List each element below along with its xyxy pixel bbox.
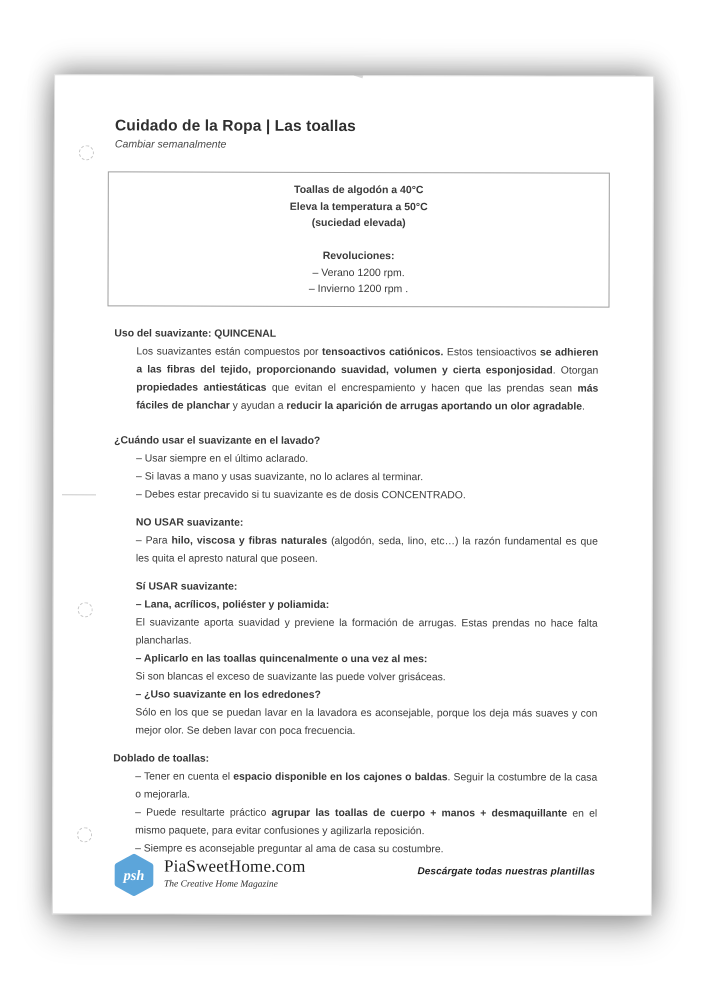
brand-logo-icon [113, 853, 155, 896]
page-footer [113, 853, 595, 897]
section-heading: ¿Cuándo usar el suavizante en el lavado? [114, 434, 321, 447]
info-box-line [119, 231, 599, 249]
body-paragraph: El suavizante aporta suavidad y previene la formación de arrugas. Estas prendas no hace falta plancharlas. [135, 616, 598, 647]
body-paragraph: Si son blancas el exceso de suavizante las puede volver grisáceas. [135, 670, 446, 683]
list-item: – Siempre es aconsejable preguntar al ama de casa su costumbre. [135, 842, 444, 855]
page-subtitle: Cambiar semanalmente [114, 138, 227, 151]
body-paragraph: Los suavizantes están compuestos por tensoactivos catiónicos. Estos tensioactivos se adhieren a las fibras del tejido, proporcionando suavidad, volumen y cierta esponjosidad. Otorgan propiedades antiestáticas que evitan el encrespamiento y hacen que las prendas sean más fáciles de planchar y ayudan a reducir la aparición de arrugas aportando un olor agradable. [136, 345, 599, 413]
brand-tagline: The Creative Home Magazine [163, 879, 278, 890]
body-paragraph: Sólo en los que se puedan lavar en la lavadora es aconsejable, porque los deja más suaves y con mejor olor. Se deben lavar con poca frecuencia. [135, 706, 598, 737]
section-heading: Doblado de toallas: [113, 752, 210, 765]
brand [113, 853, 306, 897]
body-paragraph: – Puede resultarte práctico agrupar las toallas de cuerpo + manos + desmaquillante en el mismo paquete, para evitar confusiones y agilizarla reposición. [135, 806, 598, 837]
info-box-line: – Invierno 1200 rpm . [308, 282, 409, 296]
section-heading: NO USAR suavizante: [135, 516, 244, 529]
list-item: – Usar siempre en el último aclarado. [136, 452, 309, 465]
brand-logo-text: psh [123, 867, 145, 884]
info-box-line: (suciedad elevada) [311, 216, 406, 230]
brand-text [164, 854, 306, 891]
info-box [107, 171, 609, 307]
info-box-line: Toallas de algodón a 40°C [294, 183, 424, 197]
content [113, 325, 598, 859]
list-item: – Debes estar precavido si tu suavizante es de dosis CONCENTRADO. [135, 488, 466, 501]
body-paragraph: – Tener en cuenta el espacio disponible en los cajones o baldas. Seguir la costumbre de la casa o mejorarla. [135, 770, 598, 801]
list-item: – Si lavas a mano y usas suavizante, no lo aclares al terminar. [136, 470, 424, 483]
sub-heading: – Lana, acrílicos, poliéster y poliamida: [135, 598, 330, 611]
body-paragraph: – Para hilo, viscosa y fibras naturales (algodón, seda, lino, etc…) la razón fundamental es que les quita el apresto natural que poseen. [135, 534, 598, 565]
download-note: Descárgate todas nuestras plantillas [417, 866, 596, 878]
page-title: Cuidado de la Ropa | Las toallas [114, 117, 356, 136]
brand-name: PiaSweetHome.com [164, 856, 306, 876]
sub-heading: – Aplicarlo en las toallas quincenalmente o una vez al mes: [135, 652, 428, 665]
section-heading: Uso del suavizante: QUINCENAL [114, 327, 277, 340]
document-page [52, 74, 654, 916]
section-heading: Sí USAR suavizante: [135, 580, 238, 593]
info-box-line: – Verano 1200 rpm. [312, 266, 405, 279]
info-box-line: Revoluciones: [322, 249, 395, 263]
info-box-line: Eleva la temperatura a 50°C [289, 200, 428, 213]
sub-heading: – ¿Uso suavizante en los edredones? [135, 688, 321, 701]
